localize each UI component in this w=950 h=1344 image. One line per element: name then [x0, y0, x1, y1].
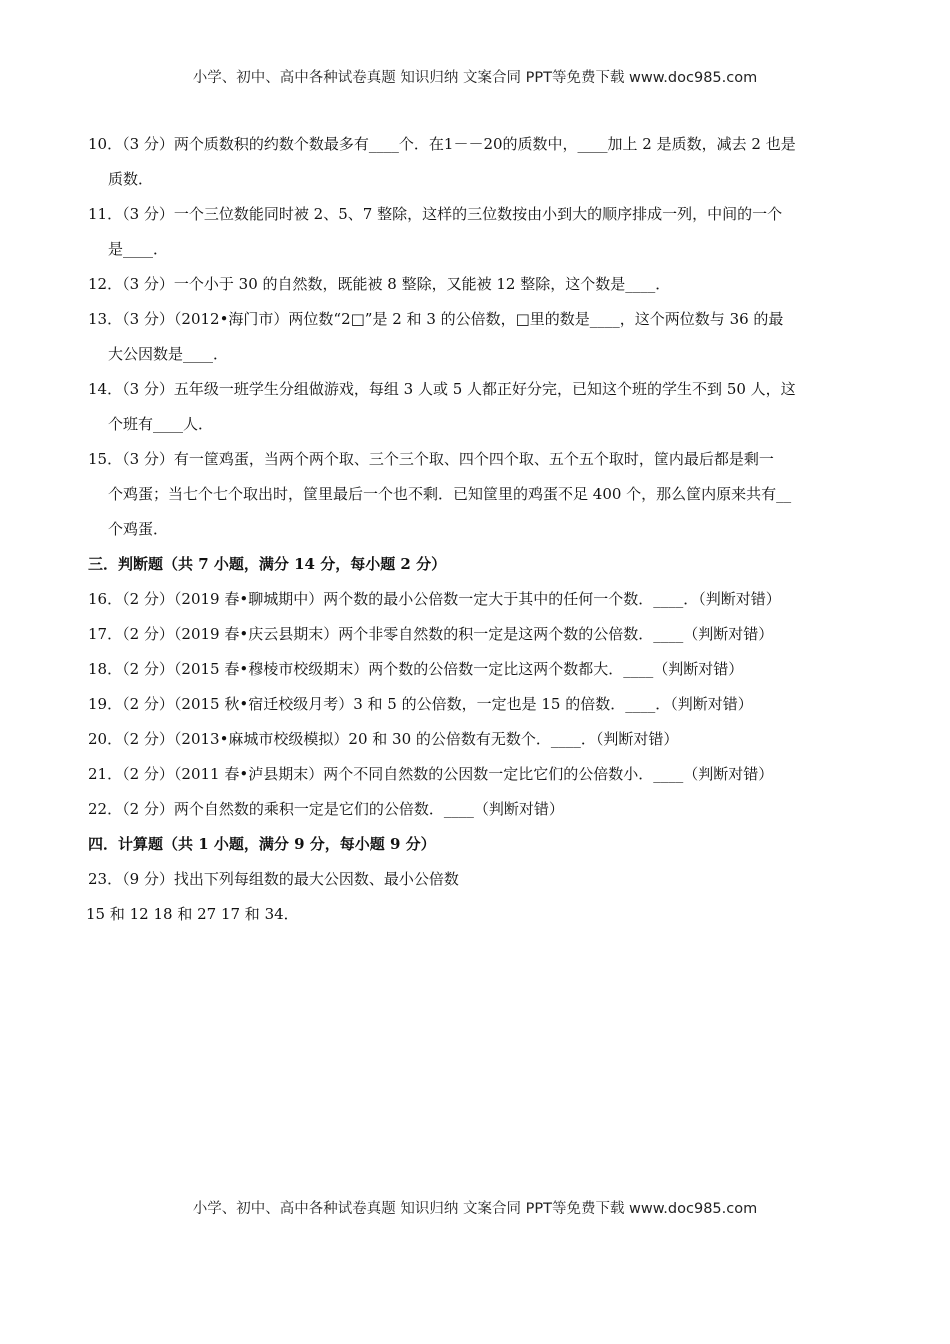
question-20: 20．（2 分）（2013•麻城市校级模拟）20 和 30 的公倍数有无数个．____．（判断对错）: [88, 730, 679, 748]
question-10-line-2: 质数．: [108, 170, 154, 188]
section-4-heading: 四．计算题（共 1 小题，满分 9 分，每小题 9 分）: [88, 835, 436, 853]
question-21: 21．（2 分）（2011 春•泸县期末）两个不同自然数的公因数一定比它们的公倍数小．____（判断对错）: [88, 765, 774, 783]
question-22: 22．（2 分）两个自然数的乘积一定是它们的公倍数．____（判断对错）: [88, 800, 564, 818]
question-15-line-2: 个鸡蛋；当七个七个取出时，筐里最后一个也不剩．已知筐里的鸡蛋不足 400 个，那么筐内原来共有__: [108, 485, 792, 503]
question-15-line-1: 15．（3 分）有一筐鸡蛋，当两个两个取、三个三个取、四个四个取、五个五个取时，筐内最后都是剩一: [88, 450, 774, 468]
question-13-line-2: 大公因数是____．: [108, 345, 229, 363]
question-16: 16．（2 分）（2019 春•聊城期中）两个数的最小公倍数一定大于其中的任何一个数．____．（判断对错）: [88, 590, 781, 608]
question-19: 19．（2 分）（2015 秋•宿迁校级月考）3 和 5 的公倍数，一定也是 15 的倍数．____．（判断对错）: [88, 695, 753, 713]
question-23-groups: 15 和 12 18 和 27 17 和 34．: [86, 905, 299, 923]
page-header: 小学、初中、高中各种试卷真题 知识归纳 文案合同 PPT等免费下载 www.doc985.com: [192, 70, 758, 86]
question-14-line-1: 14．（3 分）五年级一班学生分组做游戏，每组 3 人或 5 人都正好分完，已知这个班的学生不到 50 人，这: [88, 380, 796, 398]
question-14-line-2: 个班有____人．: [108, 415, 214, 433]
question-15-line-3: 个鸡蛋．: [108, 520, 169, 538]
question-12: 12．（3 分）一个小于 30 的自然数，既能被 8 整除，又能被 12 整除，这个数是____．: [88, 275, 671, 293]
question-11-line-2: 是____．: [108, 240, 169, 258]
question-17: 17．（2 分）（2019 春•庆云县期末）两个非零自然数的积一定是这两个数的公倍数．____（判断对错）: [88, 625, 774, 643]
question-18: 18．（2 分）（2015 春•穆棱市校级期末）两个数的公倍数一定比这两个数都大．____（判断对错）: [88, 660, 744, 678]
page-footer: 小学、初中、高中各种试卷真题 知识归纳 文案合同 PPT等免费下载 www.doc985.com: [192, 1201, 758, 1217]
question-23: 23．（9 分）找出下列每组数的最大公因数、最小公倍数: [88, 870, 459, 888]
section-3-heading: 三．判断题（共 7 小题，满分 14 分，每小题 2 分）: [88, 555, 447, 573]
document-body: [88, 132, 868, 926]
question-10-line-1: 10．（3 分）两个质数积的约数个数最多有____个．在1－－20的质数中，____加上 2 是质数，减去 2 也是: [88, 135, 796, 153]
question-13-line-1: 13．（3 分）（2012•海门市）两位数“2□”是 2 和 3 的公倍数，□里的数是____，这个两位数与 36 的最: [88, 310, 784, 328]
question-11-line-1: 11．（3 分）一个三位数能同时被 2、5、7 整除，这样的三位数按由小到大的顺序排成一列，中间的一个: [88, 205, 783, 223]
